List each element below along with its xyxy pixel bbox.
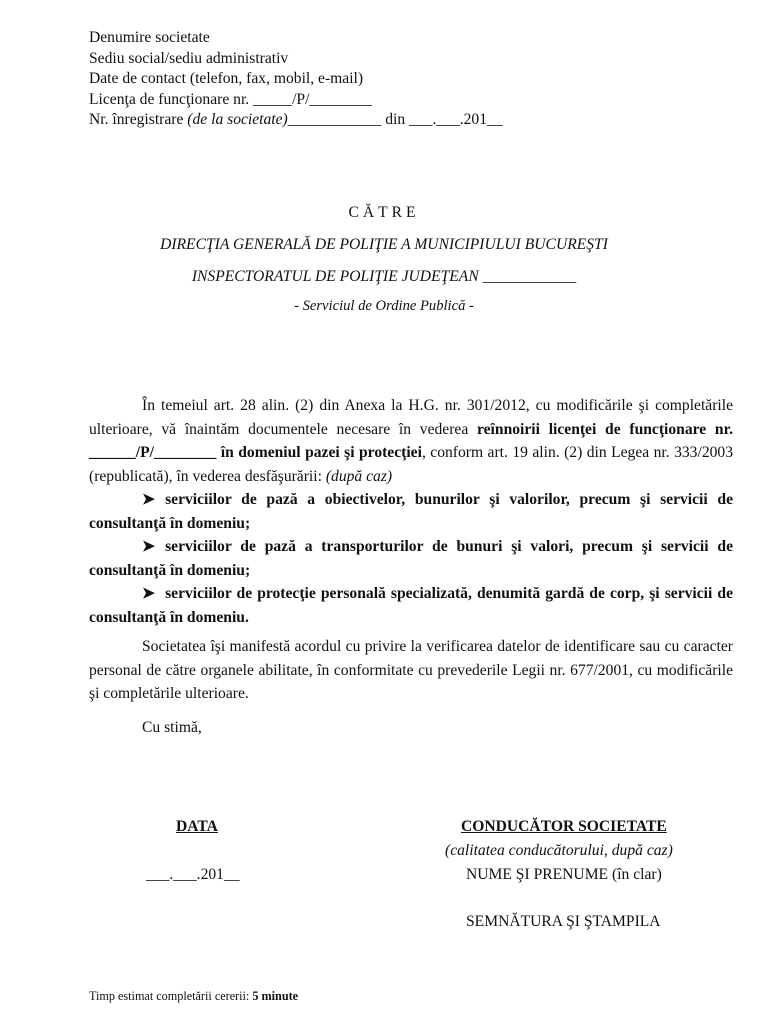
signature-stamp-label: SEMNĂTURA ŞI ŞTAMPILA bbox=[466, 913, 661, 930]
company-name-line: Denumire societate bbox=[89, 29, 210, 46]
recipient-title: CĂTRE bbox=[348, 204, 420, 221]
manager-name-label: NUME ŞI PRENUME (în clar) bbox=[466, 866, 662, 883]
arrow-bullet-icon: ➤ bbox=[142, 538, 156, 555]
company-seat-line: Sediu social/sediu administrativ bbox=[89, 49, 289, 67]
arrow-bullet-icon: ➤ bbox=[142, 585, 156, 602]
closing-salutation: Cu stimă, bbox=[142, 718, 202, 736]
date-blank: ___.___.201__ bbox=[146, 866, 240, 883]
bullet-item-1 bbox=[89, 488, 733, 535]
registration-blanks: ____________ din ___.___.201__ bbox=[287, 111, 503, 128]
paragraph-request-text: În temeiul art. 28 alin. (2) din Anexa la H.G. nr. 301/2012, cu modificările şi completările ulterioare, vă înaintăm documentele necesare în vederea bbox=[89, 397, 733, 438]
paragraph-request-text-2: , conform art. 19 alin. (2) din Legea nr. 333/2003 (republicată), în vederea desfăşurării: bbox=[89, 444, 734, 485]
bullet-item-2-text: serviciilor de pază a transporturilor de bunuri şi valori, precum şi servicii de consultanţă în domeniu; bbox=[89, 538, 733, 579]
paragraph-consent: Societatea îşi manifestă acordul cu privire la verificarea datelor de identificare sau cu caracter personal de către organele abilitate, în conformitate cu prevederile Legii nr. 677/2001, cu modificările şi completările ulterioare. bbox=[89, 638, 733, 702]
registration-note: (de la societate) bbox=[187, 111, 288, 128]
completion-time-note bbox=[89, 989, 298, 1004]
license-line: Licenţa de funcţionare nr. _____/P/________ bbox=[89, 90, 372, 108]
bullet-item-2 bbox=[89, 535, 733, 582]
bullet-item-3-text: serviciilor de protecţie personală specializată, denumită gardă de corp, şi servicii de consultanţă în domeniu. bbox=[89, 585, 733, 626]
paragraph-request-note: (după caz) bbox=[325, 467, 393, 485]
bullet-item-3 bbox=[89, 582, 733, 629]
arrow-bullet-icon: ➤ bbox=[142, 491, 156, 508]
registration-line bbox=[89, 110, 503, 131]
letter-body bbox=[89, 394, 733, 739]
manager-role-note: (calitatea conducătorului, după caz) bbox=[445, 842, 673, 859]
manager-title: CONDUCĂTOR SOCIETATE bbox=[461, 818, 667, 835]
company-header bbox=[89, 28, 503, 131]
completion-time-value: 5 minute bbox=[252, 989, 299, 1003]
recipient-line-2: INSPECTORATUL DE POLIŢIE JUDEŢEAN ____________ bbox=[191, 268, 577, 285]
recipient-line-1: DIRECŢIA GENERALĂ DE POLIŢIE A MUNICIPIULUI BUCUREŞTI bbox=[160, 236, 608, 253]
bullet-item-1-text: serviciilor de pază a obiectivelor, bunurilor şi valorilor, precum şi servicii de consultanţă în domeniu; bbox=[89, 491, 733, 532]
paragraph-request bbox=[89, 394, 733, 488]
paragraph-request-bold: reînnoirii licenţei de funcţionare nr. ______/P/________ în domeniul pazei şi protecţiei bbox=[89, 420, 733, 461]
date-label: DATA bbox=[176, 818, 218, 835]
recipient-line-3: - Serviciul de Ordine Publică - bbox=[294, 298, 474, 314]
completion-time-label: Timp estimat completării cererii: bbox=[89, 989, 253, 1003]
registration-label: Nr. înregistrare bbox=[89, 111, 188, 128]
contact-line: Date de contact (telefon, fax, mobil, e-mail) bbox=[89, 70, 364, 87]
